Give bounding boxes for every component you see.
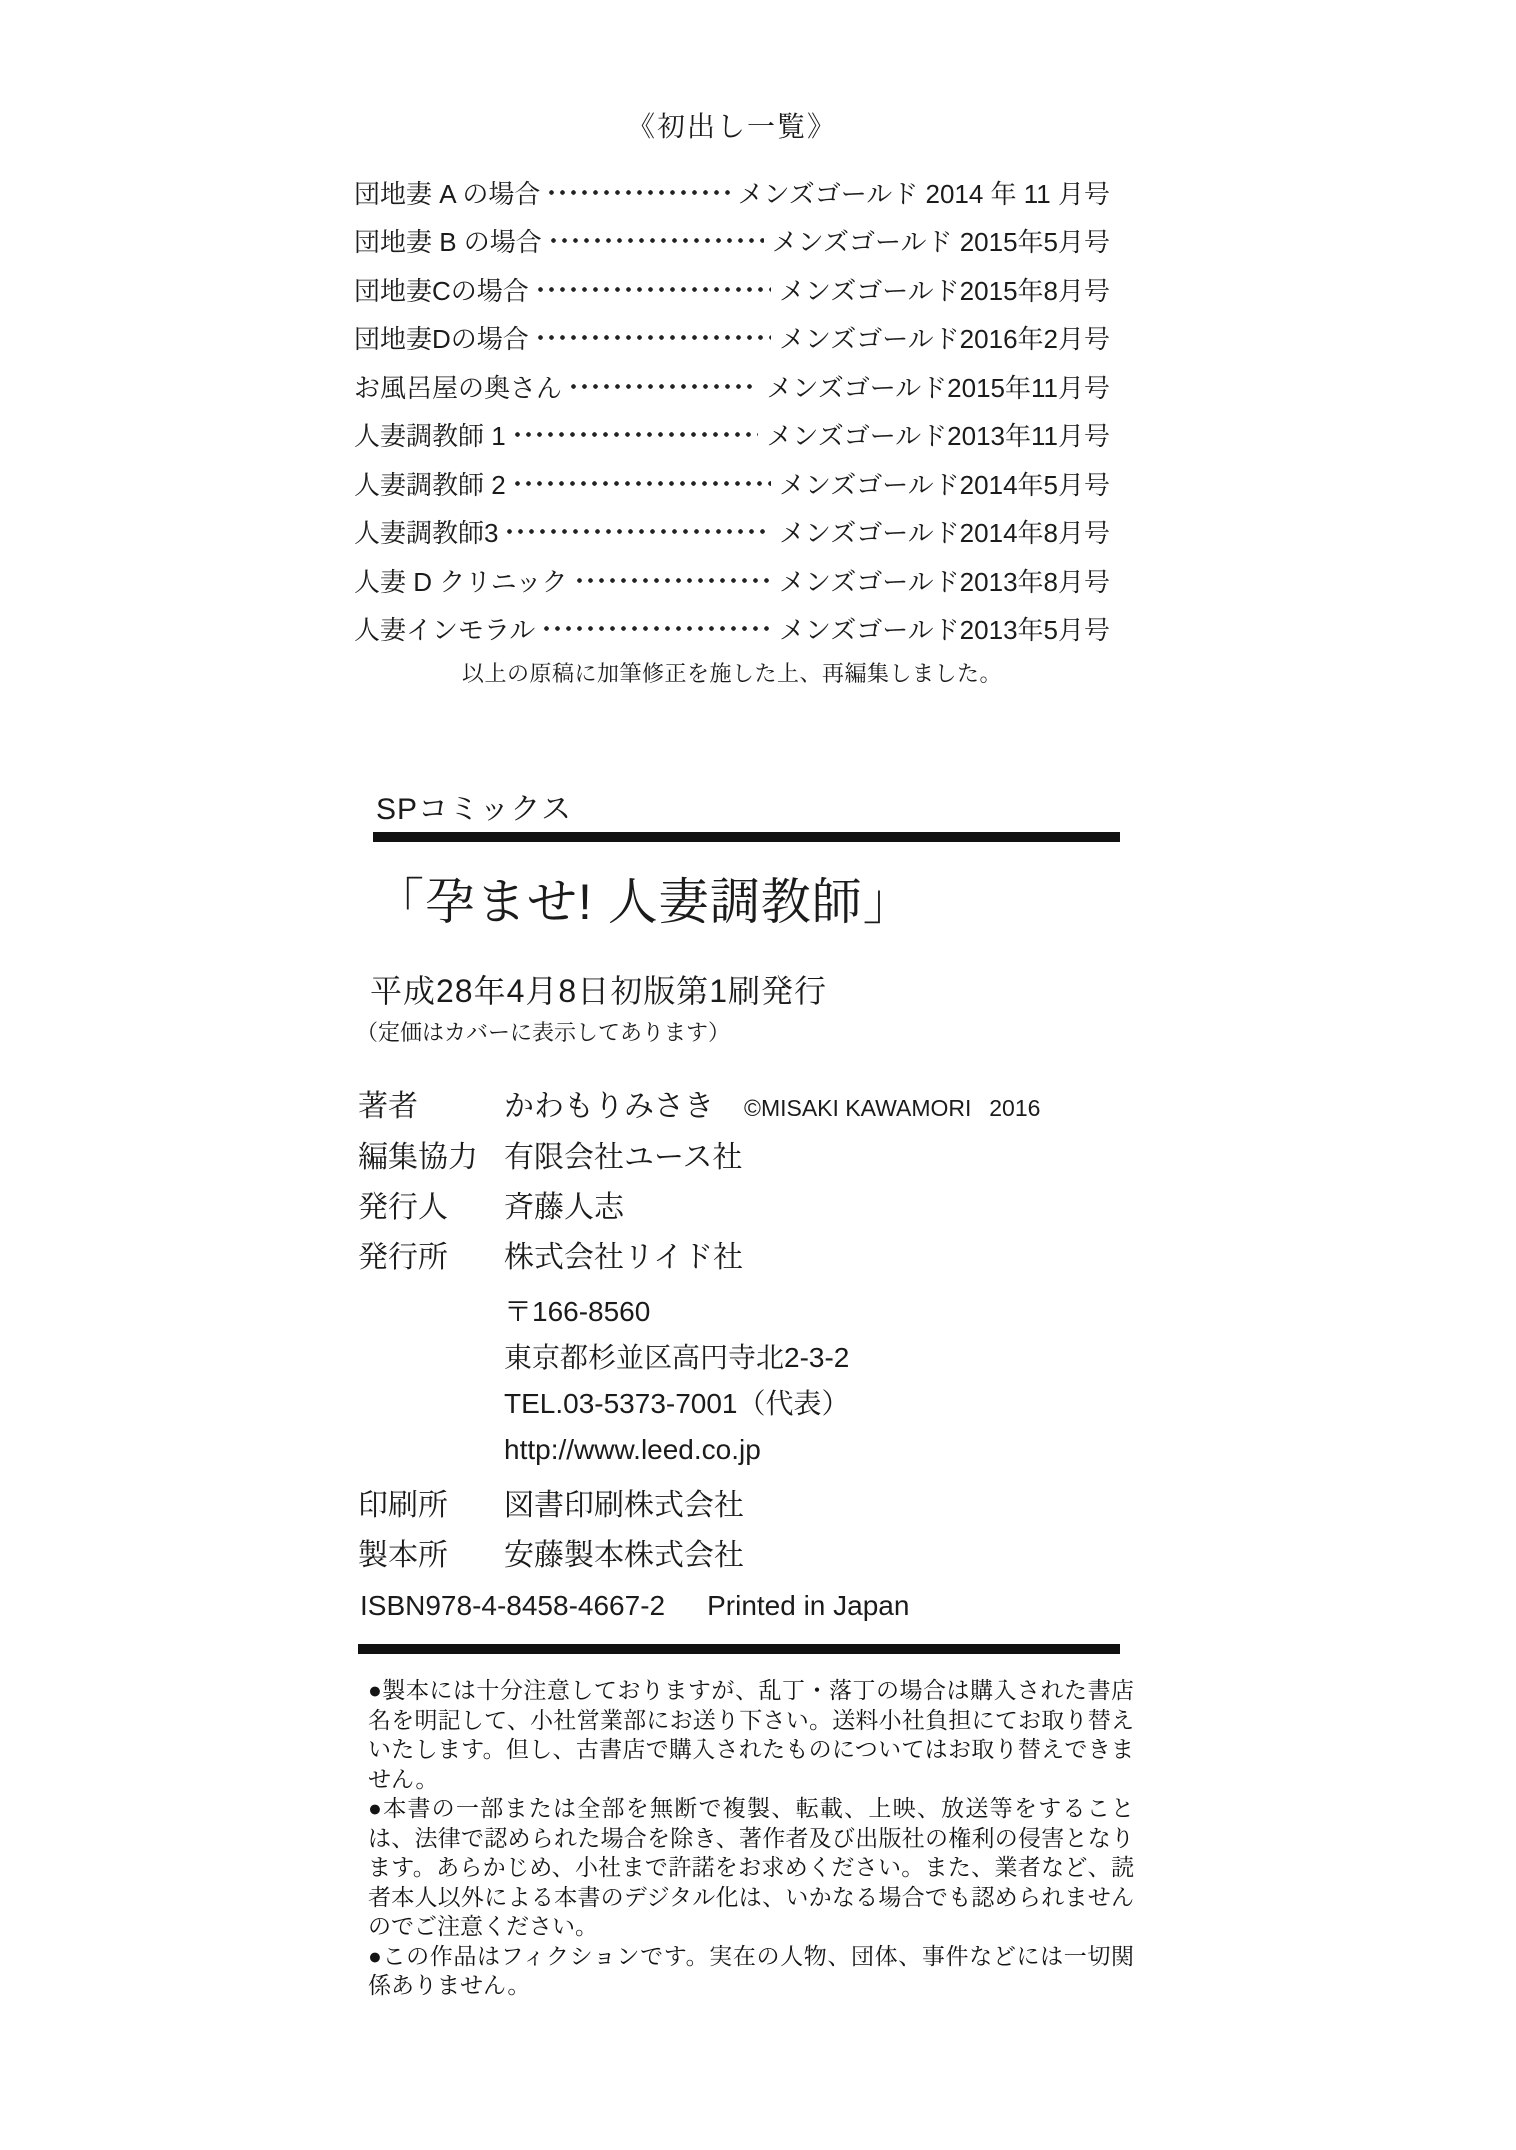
- credit-value: 株式会社リイド社: [504, 1241, 744, 1274]
- dot-leader: [535, 265, 771, 314]
- work-title: 人妻調教師3: [354, 518, 499, 549]
- dot-leader: [548, 217, 764, 266]
- credit-value: 有限会社ユース社: [504, 1141, 743, 1174]
- series-label: SPコミックス: [376, 793, 573, 826]
- credit-value-line: [504, 1090, 1120, 1125]
- credit-value-line: [504, 1539, 1120, 1573]
- first-publication-row: [354, 605, 1110, 654]
- credit-sublines: [504, 1289, 1120, 1473]
- credit-row: [358, 1191, 1120, 1225]
- work-title: 人妻調教師 1: [354, 421, 506, 452]
- dot-leader: [512, 411, 759, 460]
- credit-subline: 〒166-8560: [504, 1296, 651, 1327]
- work-title: 団地妻Cの場合: [354, 275, 529, 306]
- credit-label: 発行人: [358, 1191, 448, 1224]
- divider-rule-bottom: [358, 1644, 1120, 1654]
- work-source: メンズゴールド2013年11月号: [766, 421, 1110, 452]
- credit-label: 製本所: [358, 1539, 448, 1572]
- credit-label: 発行所: [358, 1241, 448, 1274]
- credit-label: 著者: [358, 1090, 418, 1123]
- divider-rule-top: [373, 832, 1120, 842]
- book-title: 「孕ませ! 人妻調教師」: [374, 874, 914, 930]
- credit-subline: http://www.leed.co.jp: [504, 1434, 761, 1465]
- credit-body: [504, 1241, 1120, 1473]
- isbn-number: ISBN978-4-8458-4667-2: [360, 1590, 666, 1621]
- first-publication-row: [354, 556, 1110, 605]
- work-title: 団地妻 A の場合: [354, 178, 541, 209]
- work-title: 人妻 D クリニック: [354, 566, 568, 597]
- first-publication-row: [354, 265, 1110, 314]
- first-publication-row: [354, 459, 1110, 508]
- credit-copyright: ©MISAKI KAWAMORI 2016: [744, 1095, 1041, 1121]
- work-source: メンズゴールド2015年8月号: [778, 275, 1110, 306]
- credit-body: [504, 1141, 1120, 1175]
- dot-leader: [504, 508, 771, 557]
- credit-value-line: [504, 1489, 1120, 1523]
- credit-label: 印刷所: [358, 1489, 448, 1522]
- first-publication-row: [354, 362, 1110, 411]
- work-title: 人妻インモラル: [354, 615, 536, 646]
- credit-body: [504, 1489, 1120, 1523]
- credits-section: [358, 1090, 1120, 1589]
- work-title: 団地妻 B の場合: [354, 227, 542, 258]
- credit-row: [358, 1241, 1120, 1473]
- work-source: メンズゴールド 2014 年 11 月号: [737, 178, 1110, 209]
- edition-line: 平成28年4月8日初版第1刷発行: [370, 973, 827, 1009]
- work-title: お風呂屋の奥さん: [354, 372, 563, 403]
- work-source: メンズゴールド2015年11月号: [766, 372, 1110, 403]
- work-source: メンズゴールド 2015年5月号: [771, 227, 1110, 258]
- price-note: （定価はカバーに表示してあります）: [356, 1020, 731, 1045]
- credit-body: [504, 1191, 1120, 1225]
- isbn-line: [360, 1590, 909, 1622]
- credit-label: 編集協力: [358, 1141, 478, 1174]
- work-source: メンズゴールド2013年8月号: [778, 566, 1110, 597]
- credit-value: かわもりみさき: [504, 1090, 714, 1123]
- first-publication-row: [354, 168, 1110, 217]
- first-publication-list: [354, 168, 1110, 653]
- credit-value: 安藤製本株式会社: [504, 1539, 744, 1572]
- credit-value-line: [504, 1141, 1120, 1175]
- legal-paragraph: ●この作品はフィクションです。実在の人物、団体、事件などには一切関係ありません。: [368, 1943, 1134, 1998]
- first-publication-row: [354, 411, 1110, 460]
- work-title: 人妻調教師 2: [354, 469, 506, 500]
- dot-leader: [535, 314, 771, 363]
- first-publication-heading: 《初出し一覧》: [626, 111, 837, 142]
- credit-row: [358, 1539, 1120, 1573]
- credit-row: [358, 1141, 1120, 1175]
- credit-value-line: [504, 1241, 1120, 1275]
- first-publication-row: [354, 508, 1110, 557]
- work-source: メンズゴールド2016年2月号: [778, 324, 1110, 355]
- dot-leader: [541, 605, 771, 654]
- credit-value: 斉藤人志: [504, 1191, 624, 1224]
- dot-leader: [574, 556, 771, 605]
- legal-paragraph: ●本書の一部または全部を無断で複製、転載、上映、放送等をすることは、法律で認められた場合を除き、著作者及び出版社の権利の侵害となります。あらかじめ、小社まで許諾をお求めください。また、業者など、読者本人以外による本書のデジタル化は、いかなる場合でも認められませんのでご注意ください。: [368, 1796, 1134, 1939]
- credit-body: [504, 1090, 1120, 1125]
- credit-row: [358, 1090, 1120, 1125]
- work-source: メンズゴールド2013年5月号: [778, 615, 1110, 646]
- work-title: 団地妻Dの場合: [354, 324, 529, 355]
- printed-in-japan: Printed in Japan: [707, 1590, 910, 1621]
- dot-leader: [546, 168, 729, 217]
- first-publication-section: [354, 110, 1110, 688]
- legal-paragraph: ●製本には十分注意しておりますが、乱丁・落丁の場合は購入された書店名を明記して、小社営業部にお送り下さい。送料小社負担にてお取り替えいたします。但し、古書店で購入されたものについてはお取り替えできません。: [368, 1678, 1134, 1792]
- dot-leader: [512, 459, 771, 508]
- credit-row: [358, 1489, 1120, 1523]
- first-publication-note: 以上の原稿に加筆修正を施した上、再編集しました。: [461, 661, 1002, 686]
- dot-leader: [568, 362, 758, 411]
- credit-subline: TEL.03-5373-7001（代表）: [504, 1388, 850, 1419]
- credit-subline: 東京都杉並区高円寺北2-3-2: [504, 1342, 850, 1373]
- work-source: メンズゴールド2014年8月号: [778, 518, 1110, 549]
- credit-body: [504, 1539, 1120, 1573]
- work-source: メンズゴールド2014年5月号: [778, 469, 1110, 500]
- first-publication-row: [354, 314, 1110, 363]
- legal-notices-section: [368, 1676, 1134, 2001]
- first-publication-row: [354, 217, 1110, 266]
- credit-value-line: [504, 1191, 1120, 1225]
- credit-value: 図書印刷株式会社: [504, 1489, 744, 1522]
